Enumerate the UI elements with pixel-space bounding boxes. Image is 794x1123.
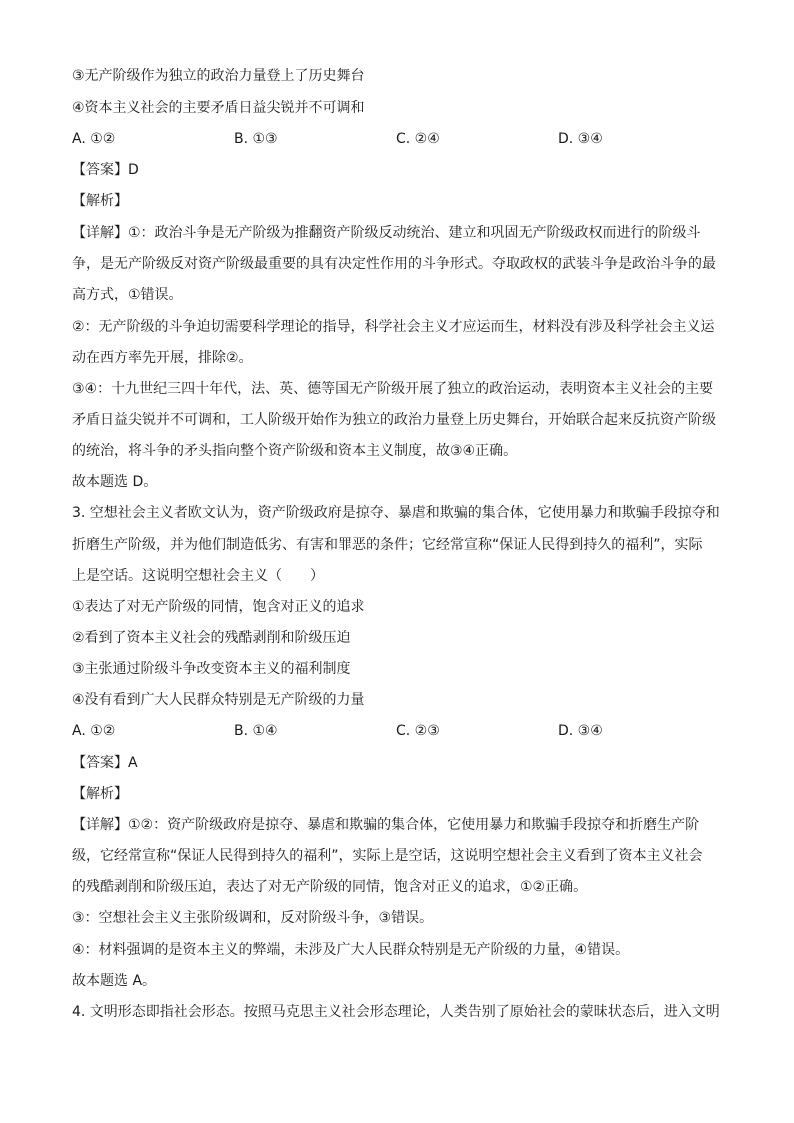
- q3-statement-2: ②看到了资本主义社会的残酷剥削和阶级压迫: [72, 630, 351, 646]
- q3-stem-line: 折磨生产阶级，并为他们制造低劣、有害和罪恶的条件；它经常宣称“保证人民得到持久的福利”，实际: [72, 537, 703, 553]
- q2-detail-line: ③④：十九世纪三四十年代，法、英、德等国无产阶级开展了独立的政治运动，表明资本主义社会的主要: [72, 381, 714, 397]
- q2-detail-line: 的统治，将斗争的矛头指向整个资产阶级和资本主义制度，故③④正确。: [72, 443, 518, 459]
- q3-stem-line: 3. 空想社会主义者欧文认为，资产阶级政府是掠夺、暴虐和欺骗的集合体，它使用暴力和欺骗手段掠夺和: [72, 505, 720, 521]
- statement-3: ③无产阶级作为独立的政治力量登上了历史舞台: [72, 68, 365, 84]
- q2-conclusion: 故本题选 D。: [72, 474, 158, 490]
- option-a: A. ①②: [72, 131, 116, 147]
- q4-stem-line: 4. 文明形态即指社会形态。按照马克思主义社会形态理论，人类告别了原始社会的蒙昧状态后，进入文明: [72, 1004, 720, 1020]
- q3-detail-line: 【详解】①②：资产阶级政府是掠夺、暴虐和欺骗的集合体，它使用暴力和欺骗手段掠夺和折磨生产阶: [72, 817, 700, 833]
- q3-detail-line: 级，它经常宣称“保证人民得到持久的福利”，实际上是空话，这说明空想社会主义看到了资本主义社会: [72, 848, 703, 864]
- q3-detail-line: ④：材料强调的是资本主义的弊端，未涉及广大人民群众特别是无产阶级的力量，④错误。: [72, 942, 630, 958]
- q2-analysis-label: 【解析】: [72, 193, 128, 209]
- option-c: C. ②④: [396, 131, 440, 147]
- option-a: A. ①②: [72, 723, 116, 739]
- q3-detail-line: ③：空想社会主义主张阶级调和，反对阶级斗争，③错误。: [72, 910, 434, 926]
- option-c: C. ②③: [396, 723, 440, 739]
- q2-answer: 【答案】D: [72, 162, 139, 178]
- q2-detail-line: 动在西方率先开展，排除②。: [72, 350, 253, 366]
- q2-detail-line: 矛盾日益尖锐并不可调和，工人阶级开始作为独立的政治力量登上历史舞台，开始联合起来反抗资产阶级: [72, 412, 716, 428]
- q3-statement-4: ④没有看到广大人民群众特别是无产阶级的力量: [72, 692, 365, 708]
- option-b: B. ①③: [234, 131, 278, 147]
- q3-stem-line: 上是空话。这说明空想社会主义（ ）: [72, 568, 324, 584]
- option-b: B. ①④: [234, 723, 278, 739]
- q2-detail-line: 争，是无产阶级反对资产阶级最重要的具有决定性作用的斗争形式。夺取政权的武装斗争是政治斗争的最: [72, 256, 716, 272]
- q3-statement-1: ①表达了对无产阶级的同情，饱含对正义的追求: [72, 599, 365, 615]
- q3-answer: 【答案】A: [72, 755, 138, 771]
- q2-detail-line: 【详解】①：政治斗争是无产阶级为推翻资产阶级反动统治、建立和巩固无产阶级政权而进行的阶级斗: [72, 225, 701, 241]
- option-d: D. ③④: [558, 723, 603, 739]
- statement-4: ④资本主义社会的主要矛盾日益尖锐并不可调和: [72, 100, 365, 116]
- option-d: D. ③④: [558, 131, 603, 147]
- q3-analysis-label: 【解析】: [72, 786, 128, 802]
- q3-conclusion: 故本题选 A。: [72, 973, 157, 989]
- q2-detail-line: 高方式，①错误。: [72, 287, 183, 303]
- q3-detail-line: 的残酷剥削和阶级压迫，表达了对无产阶级的同情，饱含对正义的追求，①②正确。: [72, 879, 588, 895]
- q3-statement-3: ③主张通过阶级斗争改变资本主义的福利制度: [72, 661, 351, 677]
- q2-detail-line: ②：无产阶级的斗争迫切需要科学理论的指导，科学社会主义才应运而生，材料没有涉及科学社会主义运: [72, 319, 715, 335]
